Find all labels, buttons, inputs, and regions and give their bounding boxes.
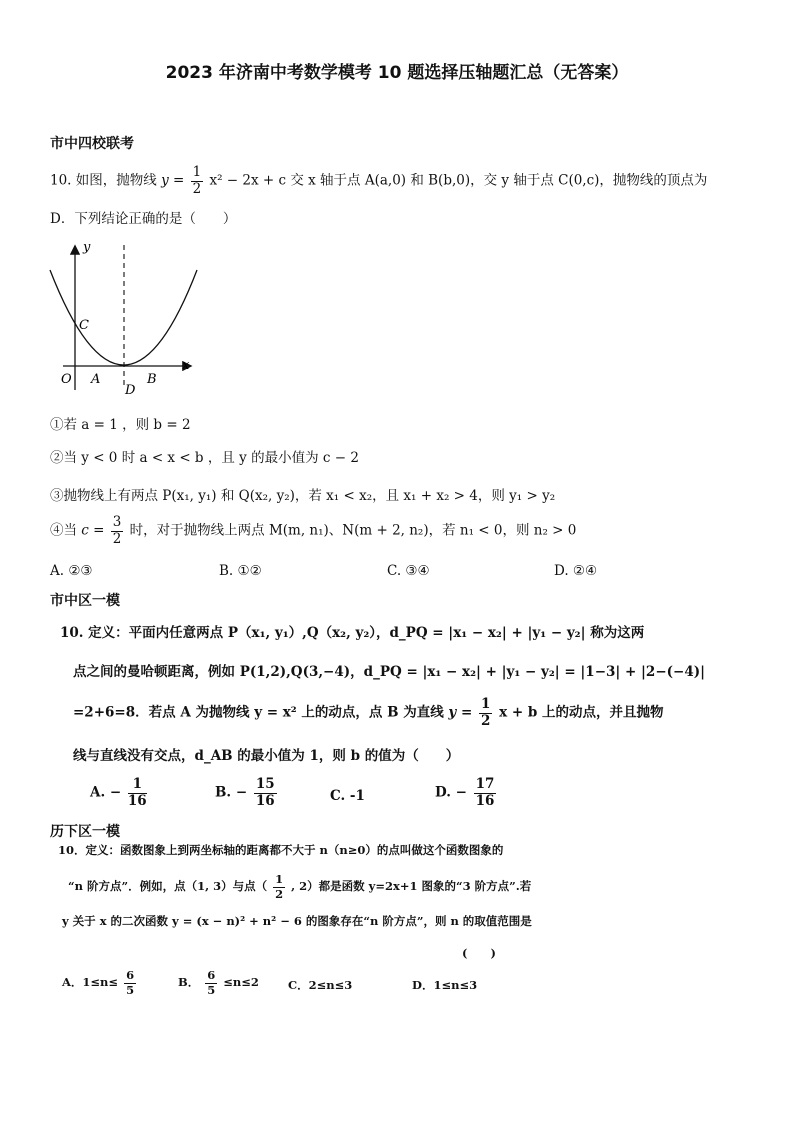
q2-option-c: C. -1 [330,788,365,804]
q2-option-a-fraction [128,778,147,808]
q1-frac-den: 2 [192,180,202,197]
q3-option-b-den: 5 [207,982,216,997]
q3-option-d: D．1≤n≤3 [412,978,478,992]
q3-option-b-fraction [205,970,217,996]
q3-option-a-num: 6 [126,968,135,982]
q2-line1: 10. 定义：平面内任意两点 P（x₁, y₁）,Q（x₂, y₂），d_PQ = |x₁ − x₂| + |y₁ − y₂| 称为这两 [60,625,645,641]
q2-option-b-num: 15 [255,776,275,792]
statement-1: ①若 a = 1 ，则 b = 2 [50,417,191,433]
statement-4-fraction [111,516,124,546]
q3-line2 [68,874,531,900]
statement-4-prefix: ④当 [50,522,77,539]
q3-line2-prefix: “n 阶方点”．例如，点（1, 3）与点（ [68,879,268,893]
label-C: C [79,318,89,333]
q3-option-b-prefix: B． [178,975,200,989]
section-heading-2: 市中区一模 [50,593,120,609]
q1-option-a: A. ②③ [50,563,93,579]
section-heading-3: 历下区一模 [50,824,120,840]
statement-4-rest: 时，对于抛物线上两点 M(m, n₁)、N(m + 2, n₂)，若 n₁ < 0，则 n₂ > 0 [129,522,577,539]
q2-line4: 线与直线没有交点，d_AB 的最小值为 1，则 b 的值为（ ） [73,748,460,764]
q2-line3-frac-num: 1 [480,696,491,712]
q2-line3-rest: x + b 上的动点，并且抛物 [499,704,664,721]
q3-line1: 10．定义：函数图象上到两坐标轴的距离都不大于 n（n≥0）的点叫做这个函数图象的 [58,843,504,857]
q2-option-b-label: B. [215,784,232,801]
page-title: 2023 年济南中考数学模考 10 题选择压轴题汇总（无答案） [165,63,629,83]
q2-option-a-num: 1 [128,778,147,794]
q3-answer-paren: ( ) [462,946,496,960]
label-x: x [182,358,190,373]
q2-option-a [90,778,149,808]
q1-stem-line1 [50,166,707,196]
q1-option-b: B. ①② [219,563,262,579]
q3-line3: y 关于 x 的二次函数 y = (x − n)² + n² − 6 的图象存在“n 阶方点”，则 n 的取值范围是 [62,914,532,928]
q2-option-b [215,778,279,808]
q3-option-a-den: 5 [126,982,135,997]
label-A: A [91,372,101,387]
q2-line3-prefix: =2+6=8．若点 A 为抛物线 y = x² 上的动点，点 B 为直线 [73,704,444,721]
q2-line3-frac-den: 2 [480,712,491,729]
label-O: O [61,372,72,387]
q3-line2-fraction [273,874,285,900]
statement-4-frac-den: 2 [112,530,122,547]
q1-fraction [191,166,204,196]
statement-4 [50,516,576,546]
statement-4-c: c = [81,522,105,539]
section-heading-1: 市中四校联考 [50,136,134,152]
q2-option-d-den: 16 [475,792,495,809]
q2-option-d [435,778,498,808]
q3-option-c: C．2≤n≤3 [288,978,353,992]
q1-option-d: D. ②④ [554,563,598,579]
q3-line2-frac-den: 2 [275,886,284,901]
q2-option-b-den: 16 [255,792,275,809]
q2-option-d-label: D. [435,784,451,801]
q3-option-a-fraction [124,970,136,996]
q3-line2-frac-num: 1 [275,872,284,886]
q3-option-b-suffix: ≤n≤2 [223,975,259,989]
q2-line2: 点之间的曼哈顿距离，例如 P(1,2),Q(3,−4)，d_PQ = |x₁ − x₂| + |y₁ − y₂| = |1−3| + |2−(−4)| [73,664,706,680]
label-y: y [83,240,91,255]
statement-2: ②当 y < 0 时 a < x < b ，且 y 的最小值为 c − 2 [50,450,359,466]
q1-option-c: C. ③④ [387,563,430,579]
q1-func-y: y = [161,172,185,189]
statement-3: ③抛物线上有两点 P(x₁, y₁) 和 Q(x₂, y₂)，若 x₁ < x₂，且 x₁ + x₂ > 4，则 y₁ > y₂ [50,488,556,504]
q3-option-a [62,970,138,996]
q2-option-a-sign: − [109,784,122,801]
q3-option-b-num: 6 [207,968,216,982]
q1-func-rest: x² − 2x + c 交 x 轴于点 A(a,0) 和 B(b,0)，交 y 轴于点 C(0,c)，抛物线的顶点为 [209,172,708,189]
q3-option-a-prefix: A．1≤n≤ [62,975,119,989]
q2-option-d-sign: − [455,784,467,801]
q3-option-b [178,970,259,996]
q1-frac-num: 1 [192,164,202,180]
q1-stem-prefix: 10. 如图，抛物线 [50,172,157,189]
q3-line2-rest: , 2）都是函数 y=2x+1 图象的“3 阶方点”.若 [291,879,532,893]
q2-option-d-num: 17 [475,776,495,792]
q1-stem-line2: D．下列结论正确的是（ ） [50,211,237,227]
q2-option-d-fraction [474,778,497,808]
parabola-figure [45,235,205,405]
q2-line3-y: y = [448,704,473,721]
q2-option-a-den: 16 [127,792,147,809]
q2-option-b-sign: − [235,784,248,801]
q2-line3-fraction [479,698,492,728]
q2-option-a-label: A. [90,784,106,801]
q2-option-b-fraction [254,778,277,808]
q2-line3 [73,698,664,728]
label-D: D [125,383,136,398]
statement-4-frac-num: 3 [112,514,122,530]
label-B: B [147,372,157,387]
